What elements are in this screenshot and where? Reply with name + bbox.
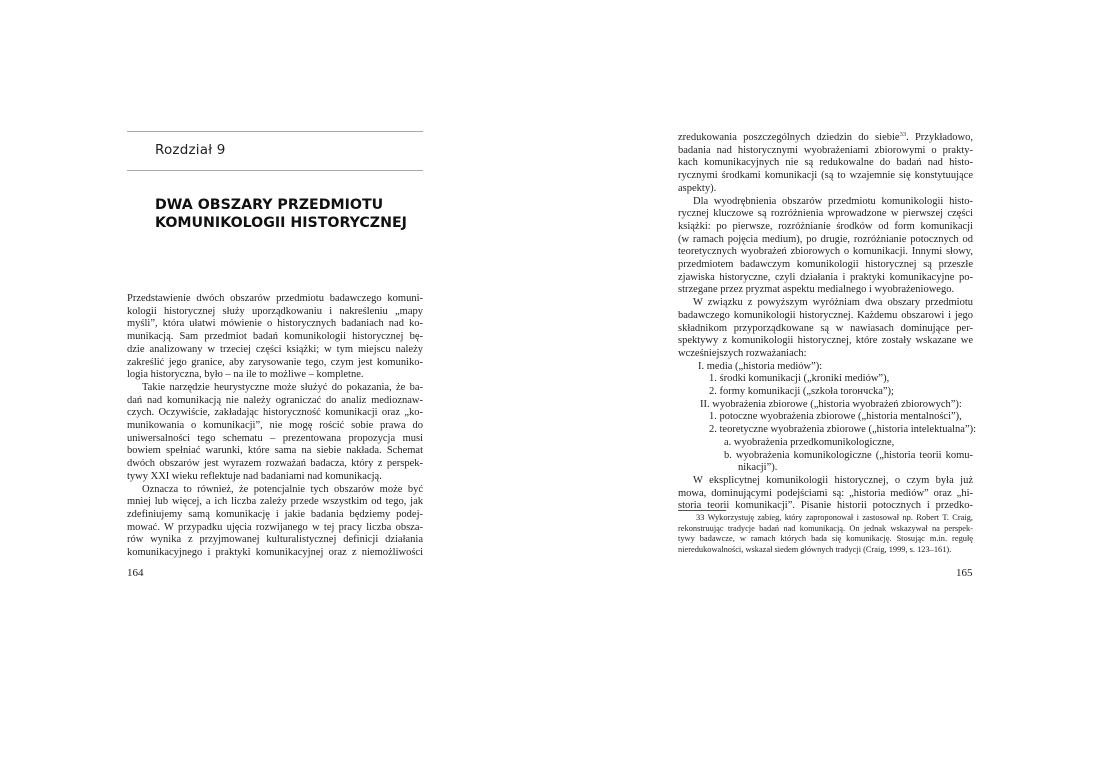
text-line: teoretycznych wyobrażeń zbiorowych o komunikacji. Innymi słowy, bbox=[678, 246, 973, 258]
footnote-line: nieredukowalności, wskazał siedem głównych tradycji (Craig, 1999, s. 123–161). bbox=[678, 544, 952, 554]
chapter-title bbox=[155, 196, 415, 232]
list-item: 2. formy komunikacji („szkoła torончcka”); bbox=[709, 386, 894, 398]
text-line: tywy XXI wieku reflektuje nad badaniami nad komunikacją. bbox=[127, 470, 382, 482]
chapter-label: Rozdział 9 bbox=[155, 142, 226, 158]
text-line: dwóch obszarów jest wyrazem rozważań badacza, który z perspek- bbox=[127, 458, 423, 470]
list-item: a. wyobrażenia przedkomunikologiczne, bbox=[724, 436, 895, 448]
list-item: 2. teoretyczne wyobrażenia zbiorowe („historia intelektualna”): bbox=[709, 424, 977, 436]
text-line: komunikacyjnego i praktyki komunikacyjnej oraz z niemożliwości bbox=[127, 547, 423, 559]
text-line: dań nad komunikacją nie należy ograniczać do analiz medioznaw- bbox=[127, 394, 423, 406]
text-line: zjawiska historyczne, czyli działania i praktyki komunikacyjne po- bbox=[678, 271, 973, 283]
text-line: W eksplicytnej komunikologii historycznej, o czym była już bbox=[693, 474, 973, 486]
right-body-text bbox=[678, 131, 977, 513]
list-item: I. media („historia mediów”): bbox=[698, 360, 823, 372]
text-line bbox=[678, 132, 973, 145]
footnote-separator bbox=[678, 510, 726, 511]
text-line: (w ramach pojęcia medium), po drugie, rozróżnianie potocznych od bbox=[678, 233, 973, 245]
text-line: Takie narzędzie heurystyczne może służyć do pokazania, że ba- bbox=[142, 381, 423, 393]
list-item: II. wyobrażenia zbiorowe („historia wyobrażeń zbiorowych”): bbox=[700, 398, 962, 410]
text-line: wcześniejszych rozważaniach: bbox=[678, 347, 807, 359]
text-line: mować. W przypadku ujęcia rozwijanego w tej pracy liczba obsza- bbox=[127, 521, 423, 533]
chapter-title-line: KOMUNIKOLOGII HISTORYCZNEJ bbox=[155, 215, 407, 231]
text-line: zdefiniujemy samą komunikację i jakie badania będziemy podej- bbox=[127, 508, 423, 520]
text-line: składnikom przyporządkowane są w nawiasach dominujące per- bbox=[678, 322, 973, 334]
text-line: rycznymi środkami komunikacji (są to wzajemnie się konstytuujące bbox=[678, 170, 973, 182]
text-line: czych. Oczywiście, zakładając historyczność komunikacji oraz „ko- bbox=[127, 407, 423, 419]
text-line: logia historyczna, było – na ile to możliwe – kompletne. bbox=[127, 369, 364, 381]
text-line: rów wynika z przyjmowanej kulturalistycznej definicji działania bbox=[127, 534, 423, 546]
text-line: książki: po pierwsze, rozróżnianie środków od form komunikacji bbox=[678, 220, 973, 232]
text-line: Oznacza to również, że potencjalnie tych obszarów może być bbox=[142, 483, 423, 495]
text-line: kach komunikacyjnych nie są redukowalne do badań nad histo- bbox=[678, 157, 973, 169]
text-line: uniwersalności tego schematu – prezentowana propozycja musi bbox=[127, 432, 423, 444]
text-line: kologii historycznej służy uporządkowaniu i nakreśleniu „mapy bbox=[127, 305, 423, 317]
text-line: myśli”, która ułatwi mówienie o historycznych badaniach nad ko- bbox=[127, 318, 423, 330]
chapter-header-rule-top bbox=[127, 131, 423, 132]
list-item: b. wyobrażenia komunikologiczne („historia teorii komu- bbox=[724, 449, 973, 461]
footnote-reference[interactable]: 33 bbox=[899, 131, 907, 138]
text-line: przedmiotem badawczym komunikologii historycznej są przeszłe bbox=[678, 259, 973, 271]
text-line: bowiem spełniać warunki, które sama na siebie nakłada. Schemat bbox=[127, 445, 423, 457]
text-line: aspekty). bbox=[678, 182, 717, 194]
text-line: W związku z powyższym wyróżniam dwa obszary przedmiotu bbox=[693, 297, 973, 309]
footnote-line: rekonstruując tradycje badań nad komunikacją. On jednak wskazywał na perspek- bbox=[678, 523, 973, 533]
text-segment: zredukowania poszczególnych dziedzin do siebie bbox=[678, 132, 900, 143]
text-line: spektywy z komunikologii historycznej, które zostały wskazane we bbox=[678, 335, 973, 347]
text-segment: . Przykładowo, bbox=[906, 132, 973, 143]
text-line: rycznej kluczowe są rozróżnienia wprowadzone w pierwszej części bbox=[678, 208, 973, 220]
list-item: 1. potoczne wyobrażenia zbiorowe („historia mentalności”), bbox=[709, 411, 962, 423]
list-item: 1. środki komunikacji („kroniki mediów”), bbox=[709, 373, 890, 385]
text-line: dzie analizowany w trzeciej części książki; w tym miejscu należy bbox=[127, 343, 423, 355]
footnote-line: tywy badawcze, w ramach których bada się komunikację. Stosując m.in. regułę bbox=[678, 534, 973, 543]
text-line: Dla wyodrębnienia obszarów przedmiotu komunikologii histo- bbox=[693, 195, 973, 207]
text-line: Przedstawienie dwóch obszarów przedmiotu badawczego komuni- bbox=[127, 293, 423, 304]
list-item: nikacji”). bbox=[738, 462, 778, 474]
text-line: mniej lub więcej, a ich liczba zależy przede wszystkim od tego, jak bbox=[127, 496, 423, 508]
text-line: badawczego komunikologii historycznej. Każdemu obszarowi i jego bbox=[678, 309, 973, 321]
text-line: mowa, dominującymi podejściami są: „historia mediów” oraz „hi- bbox=[678, 487, 973, 499]
text-line: zakreślić jego granice, aby zarysowanie tego, czym jest komuniko- bbox=[127, 356, 423, 368]
text-line: munikowania o komunikacji”, nie mogę rościć sobie prawa do bbox=[127, 420, 423, 432]
left-body-text bbox=[127, 293, 423, 560]
text-line: badania nad historycznymi wyobrażeniami zbiorowymi o prakty- bbox=[678, 144, 973, 156]
text-line: munikacją. Sam przedmiot badań komunikologii historycznej bę- bbox=[127, 331, 423, 343]
page-number: 165 bbox=[956, 567, 973, 579]
footnote bbox=[678, 513, 973, 555]
text-line: storia teorii komunikacji”. Pisanie historii potocznych i przedko- bbox=[678, 500, 973, 512]
chapter-title-line: DWA OBSZARY PRZEDMIOTU bbox=[155, 197, 384, 213]
footnote-line: 33 Wykorzystuję zabieg, który zaproponował i zastosował np. Robert T. Craig, bbox=[696, 513, 973, 522]
text-line: strzegane przez pryzmat aspektu medialnego i wyobrażeniowego. bbox=[678, 284, 955, 296]
chapter-header-rule-bottom bbox=[127, 170, 423, 171]
page-number: 164 bbox=[127, 567, 144, 579]
